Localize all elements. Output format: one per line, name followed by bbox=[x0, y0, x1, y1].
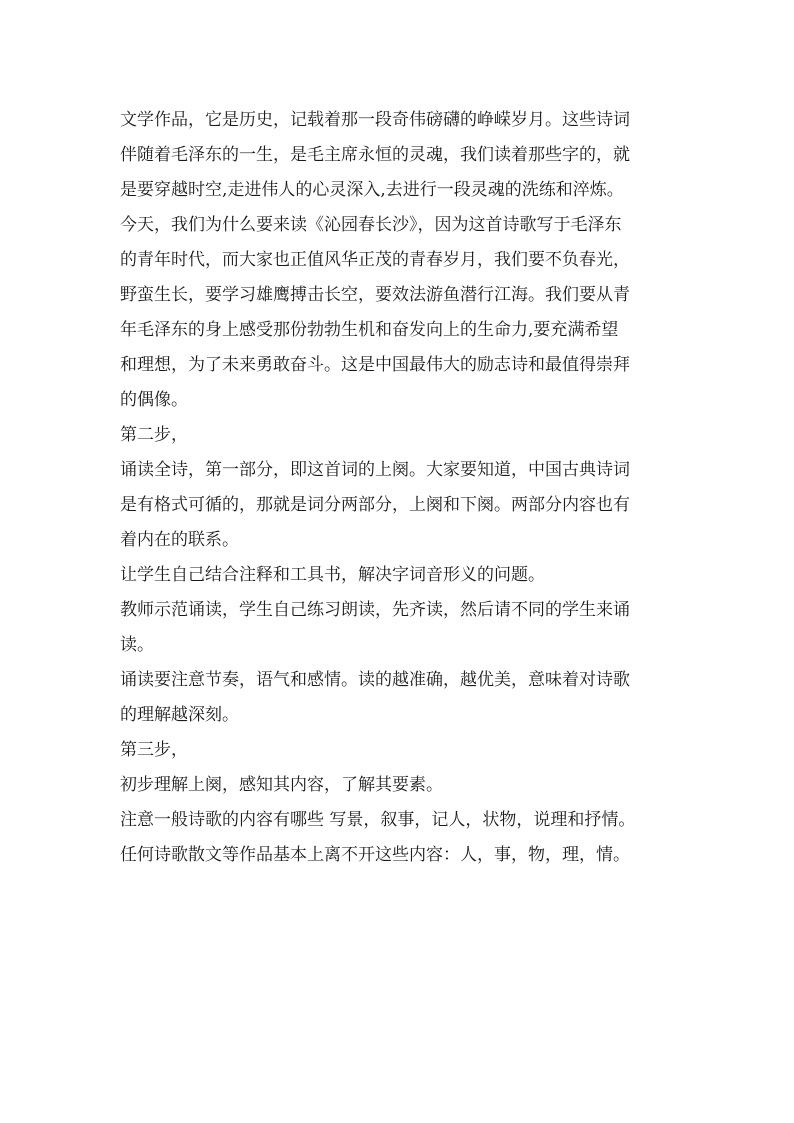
text-line: 任何诗歌散文等作品基本上离不开这些内容：人，事，物，理，情。 bbox=[120, 845, 630, 865]
document-body bbox=[120, 103, 680, 873]
text-line: 文学作品，它是历史，记载着那一段奇伟磅礴的峥嵘岁月。这些诗词 bbox=[120, 110, 630, 130]
text-line: 初步理解上阕，感知其内容，了解其要素。 bbox=[120, 775, 443, 795]
text-line: 的理解越深刻。 bbox=[120, 705, 239, 725]
section-heading: 第二步， bbox=[120, 425, 188, 445]
text-line: 年毛泽东的身上感受那份勃勃生机和奋发向上的生命力,要充满希望 bbox=[120, 320, 619, 340]
text-line: 野蛮生长，要学习雄鹰搏击长空，要效法游鱼潜行江海。我们要从青 bbox=[120, 285, 630, 305]
text-line: 注意一般诗歌的内容有哪些 写景，叙事，记人，状物，说理和抒情。 bbox=[120, 810, 636, 830]
text-line: 着内在的联系。 bbox=[120, 530, 239, 550]
text-line: 今天，我们为什么要来读《沁园春长沙》，因为这首诗歌写于毛泽东 bbox=[120, 215, 622, 235]
text-line: 读。 bbox=[120, 635, 154, 655]
text-line: 的青年时代，而大家也正值风华正茂的青春岁月，我们要不负春光， bbox=[120, 250, 630, 270]
text-line: 诵读要注意节奏，语气和感情。读的越准确，越优美，意味着对诗歌 bbox=[120, 670, 630, 690]
text-line: 伴随着毛泽东的一生，是毛主席永恒的灵魂，我们读着那些字的，就 bbox=[120, 145, 630, 165]
text-line: 的偶像。 bbox=[120, 390, 188, 410]
section-heading: 第三步， bbox=[120, 740, 188, 760]
text-line: 是有格式可循的，那就是词分两部分，上阕和下阕。两部分内容也有 bbox=[120, 495, 630, 515]
text-line: 和理想，为了未来勇敢奋斗。这是中国最伟大的励志诗和最值得崇拜 bbox=[120, 355, 630, 375]
text-line: 教师示范诵读，学生自己练习朗读，先齐读，然后请不同的学生来诵 bbox=[120, 600, 630, 620]
text-line: 让学生自己结合注释和工具书，解决字词音形义的问题。 bbox=[120, 565, 545, 585]
text-line: 是要穿越时空,走进伟人的心灵深入,去进行一段灵魂的洗练和淬炼。 bbox=[120, 180, 624, 200]
text-line: 诵读全诗，第一部分，即这首词的上阕。大家要知道，中国古典诗词 bbox=[120, 460, 630, 480]
